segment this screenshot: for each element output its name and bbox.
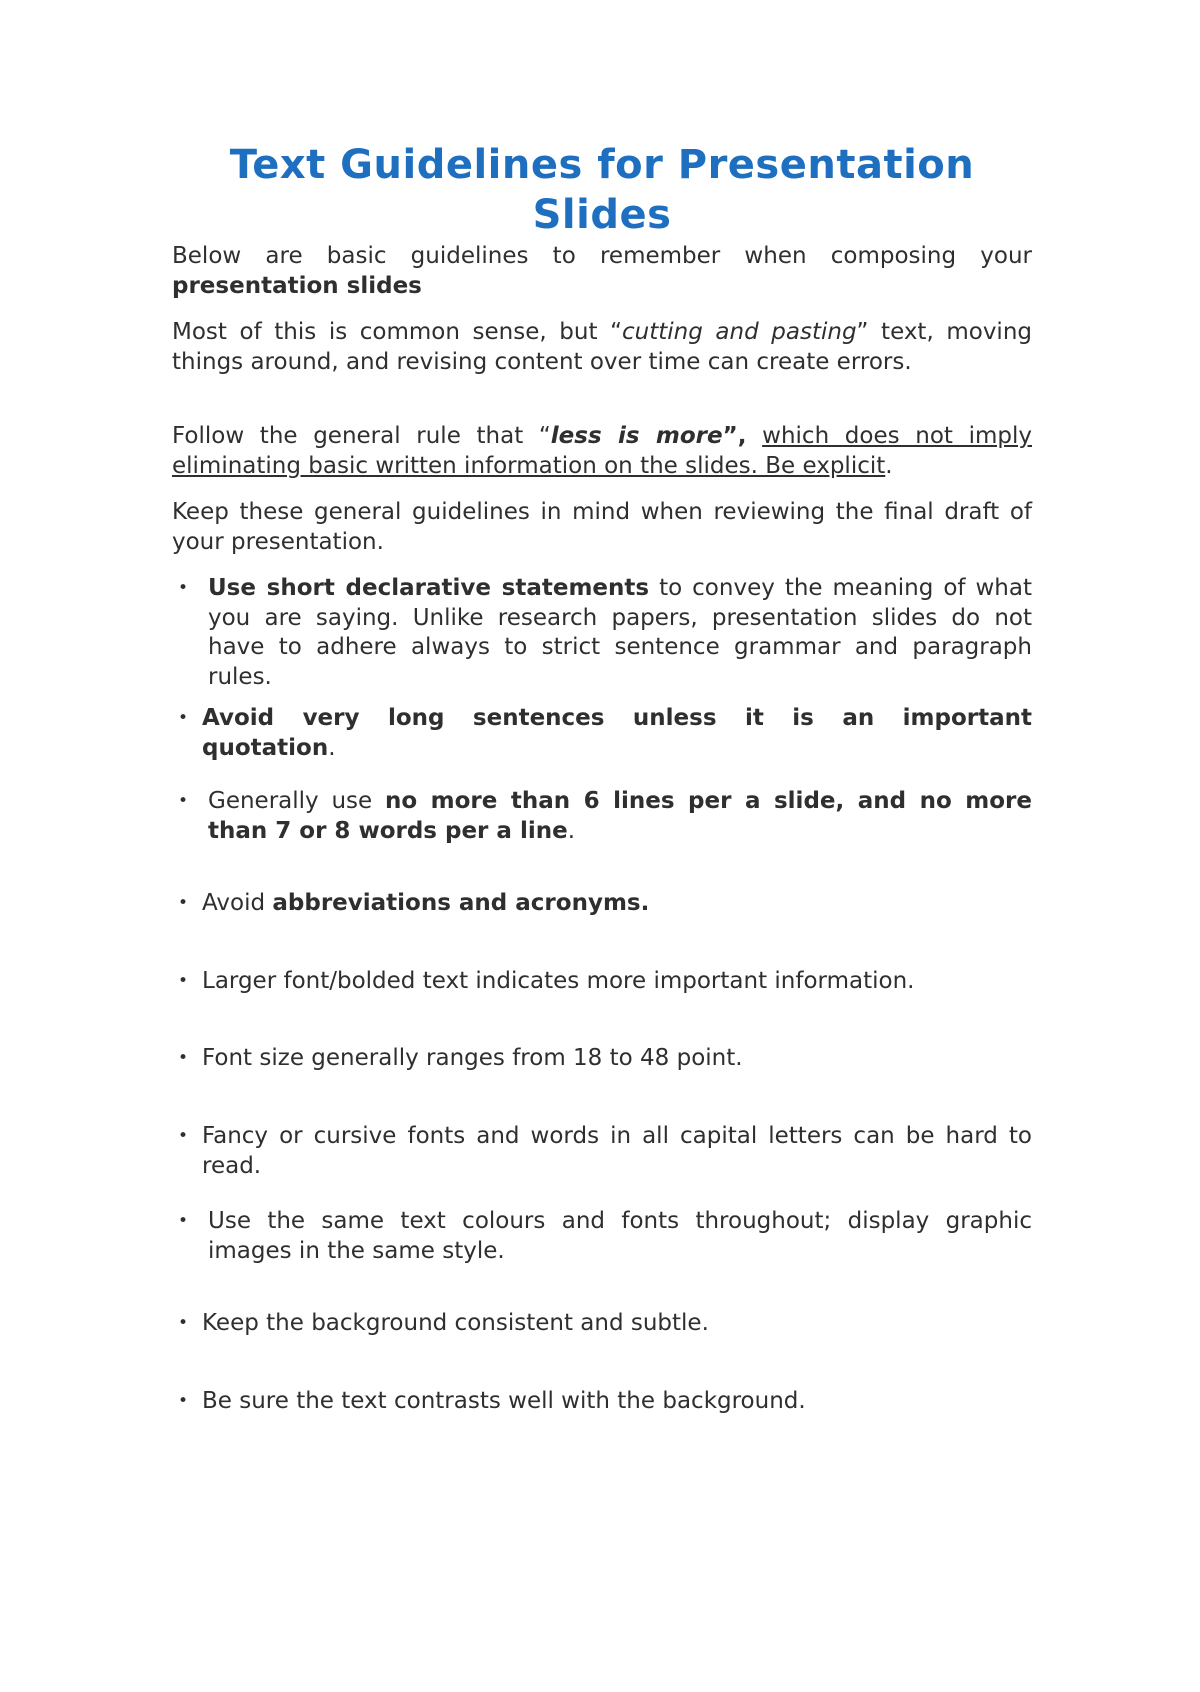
intro-bold: presentation slides <box>172 272 422 299</box>
bullet-text: Fancy or cursive fonts and words in all capital letters can be hard to read. <box>202 1123 1032 1179</box>
page-title <box>172 140 1032 240</box>
p2-italic: cutting and pasting <box>622 319 857 345</box>
bullet-bold: no more than 6 lines per a slide, and no more than 7 or 8 words per a line <box>208 788 1032 844</box>
bullet-text: Be sure the text contrasts well with the background. <box>202 1388 806 1414</box>
bullet-icon: • <box>178 1048 189 1068</box>
less-is-more-paragraph <box>172 422 1032 481</box>
bullet-icon: • <box>178 971 189 991</box>
p3-underlined: which does not imply eliminating basic written information on the slides. Be explicit <box>172 423 1032 479</box>
review-paragraph <box>172 498 1032 557</box>
bullet-icon: • <box>178 1313 189 1333</box>
bullet-text: Use the same text colours and fonts throughout; display graphic images in the same style. <box>208 1208 1032 1264</box>
p2-post: ” text, moving things around, and revising content over time can create errors. <box>172 319 1033 375</box>
bullet-text: . <box>567 817 575 844</box>
p4-text: Keep these general guidelines in mind when reviewing the final draft of your presentation. <box>172 499 1032 555</box>
p3-pre: Follow the general rule that “ <box>172 423 551 449</box>
bullet-text: Font size generally ranges from 18 to 48 point. <box>202 1045 743 1071</box>
bullet-icon: • <box>178 1391 189 1411</box>
common-sense-paragraph <box>172 318 1032 377</box>
bullet-pre: Generally use <box>208 788 385 814</box>
bullet-icon: • <box>178 893 189 913</box>
p3-bold-italic: less is more <box>550 423 723 449</box>
bullet-text: Keep the background consistent and subtle. <box>202 1310 709 1336</box>
p3-bold-post: ”, <box>722 423 747 449</box>
p2-pre: Most of this is common sense, but “ <box>172 319 622 345</box>
bullet-icon: • <box>178 1126 189 1146</box>
bullet-bold: Use short declarative statements <box>208 575 650 601</box>
bullet-bold: abbreviations and acronyms. <box>272 890 650 916</box>
bullet-icon: • <box>178 791 189 811</box>
bullet-icon: • <box>178 708 189 728</box>
p3-space <box>747 423 763 449</box>
bullet-text: Larger font/bolded text indicates more important information. <box>202 968 915 994</box>
bullet-text: to convey the meaning of what you are saying. Unlike research papers, presentation slides do not have to adhere always to strict sentence grammar and paragraph rules. <box>208 575 1032 690</box>
bullet-pre: Avoid <box>202 890 273 916</box>
title-line-2: Slides <box>532 192 672 238</box>
intro-text: Below are basic guidelines to remember when composing your <box>172 243 1032 269</box>
bullet-bold: Avoid very long sentences unless it is an important quotation <box>202 705 1032 761</box>
p3-end: . <box>885 452 893 479</box>
intro-paragraph <box>172 242 1032 301</box>
title-line-1: Text Guidelines for Presentation <box>229 142 975 188</box>
bullet-icon: • <box>178 578 189 598</box>
bullet-icon: • <box>178 1211 189 1231</box>
bullet-text: . <box>328 734 336 761</box>
